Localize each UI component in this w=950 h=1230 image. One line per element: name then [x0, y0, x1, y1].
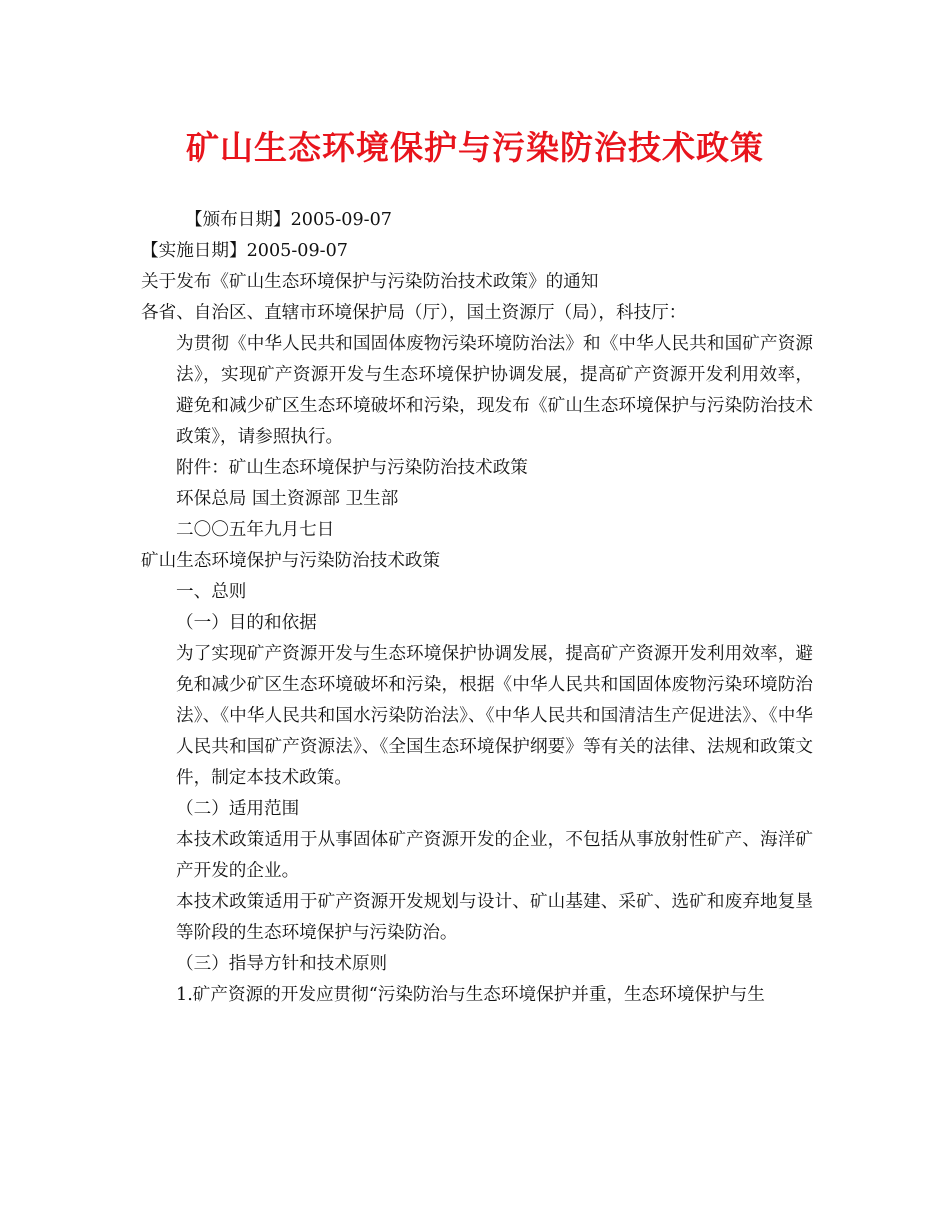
issue-date: 【颁布日期】2005-09-07: [185, 210, 393, 230]
notice-title: 关于发布《矿山生态环境保护与污染防治技术政策》的通知: [141, 272, 599, 292]
document-body: [141, 205, 813, 1011]
body-paragraph: 为了实现矿产资源开发与生态环境保护协调发展，提高矿产资源开发利用效率，避免和减少矿区生态环境破坏和污染，根据《中华人民共和国固体废物污染环境防治法》、《中华人民共和国水污染防治法》、《中华人民共和国清洁生产促进法》、《中华人民共和国矿产资源法》、《全国生态环境保护纲要》等有关的法律、法规和政策文件，制定本技术政策。: [176, 644, 813, 788]
subsection-heading: （二）适用范围: [176, 799, 300, 819]
subsection-heading: （三）指导方针和技术原则: [176, 954, 388, 974]
section-heading: 一、总则: [176, 582, 247, 602]
notice-recipients: 各省、自治区、直辖市环境保护局（厅），国土资源厅（局），科技厅：: [141, 303, 687, 323]
body-paragraph: 1.矿产资源的开发应贯彻“污染防治与生态环境保护并重，生态环境保护与生: [176, 985, 765, 1005]
issuing-agencies: 环保总局 国土资源部 卫生部: [176, 489, 399, 509]
body-paragraph: 本技术政策适用于从事固体矿产资源开发的企业，不包括从事放射性矿产、海洋矿产开发的企业。: [176, 830, 813, 881]
attachment-line: 附件：矿山生态环境保护与污染防治技术政策: [176, 458, 528, 478]
policy-title: 矿山生态环境保护与污染防治技术政策: [141, 551, 441, 571]
effective-date: 【实施日期】2005-09-07: [141, 241, 349, 261]
body-paragraph: 本技术政策适用于矿产资源开发规划与设计、矿山基建、采矿、选矿和废弃地复垦等阶段的生态环境保护与污染防治。: [176, 892, 813, 943]
notice-date: 二〇〇五年九月七日: [176, 520, 335, 540]
document-title: 矿山生态环境保护与污染防治技术政策: [186, 128, 764, 167]
notice-paragraph: 为贯彻《中华人民共和国固体废物污染环境防治法》和《中华人民共和国矿产资源法》，实现矿产资源开发与生态环境保护协调发展，提高矿产资源开发利用效率，避免和减少矿区生态环境破坏和污染，现发布《矿山生态环境保护与污染防治技术政策》，请参照执行。: [176, 334, 813, 447]
subsection-heading: （一）目的和依据: [176, 613, 317, 633]
